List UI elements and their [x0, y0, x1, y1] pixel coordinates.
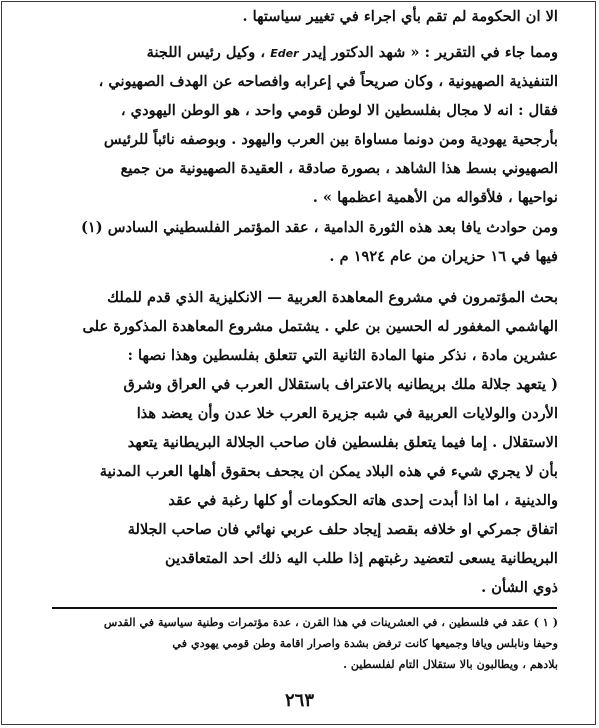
- text-line: ومن حوادث يافا بعد هذه الثورة الدامية ، عقد المؤتمر الفلسطيني السادس (١): [81, 219, 558, 236]
- text-line: ذوي الشأن .: [481, 579, 558, 596]
- text-line: فيها في ١٦ حزيران من عام ١٩٢٤ م .: [329, 248, 558, 265]
- footnote-line: بلادهم ، ويطالبون بالا ستقلال التام لفلسطين .: [343, 657, 558, 671]
- text-line: بأن لا يجري شيء في هذه البلاد يمكن ان يجحف بحقوق أهلها العرب المدنية: [99, 463, 558, 480]
- text-line: الهاشمي المغفور له الحسين بن علي . يشتمل مشروع المعاهدة المذكورة على: [82, 318, 558, 335]
- text-line: البريطانية يسعى لتعضيد رغبتهم إذا طلب اليه ذلك احد المتعاقدين: [164, 550, 558, 567]
- text-line: الا ان الحكومة لم تقم بأي اجراء في تغيير سياستها .: [242, 8, 558, 25]
- text-segment: ، وكيل رئيس اللجنة: [146, 44, 266, 61]
- text-line: عشرين مادة ، نذكر منها المادة الثانية التي تتعلق بفلسطين وهذا نصها :: [127, 347, 558, 364]
- page-number: ٢٦٣: [284, 690, 314, 711]
- paragraph-government-policy: [48, 2, 558, 31]
- text-line: الأردن والولايات العربية في شبه جزيرة العرب خلا عدن وأن يعضد هذا: [136, 405, 558, 422]
- text-segment: ومما جاء في التقرير : « شهد الدكتور إيدر: [303, 44, 558, 61]
- text-line: ( يتعهد جلالة ملك بريطانيه بالاعتراف باستقلال العرب في العراق وشرق: [123, 376, 558, 393]
- text-line: اتفاق جمركي او خلافه بقصد إيجاد حلف عربي نهائي فان صاحب الجلالة: [127, 521, 558, 538]
- text-line: فقال : انه لا مجال بفلسطين الا لوطن قومي واحد ، هو الوطن اليهودي ،: [120, 102, 558, 119]
- text-line: الصهيوني بسط هذا الشاهد ، بصورة صادقة ، العقيدة الصهيونية من جميع: [120, 160, 558, 177]
- text-line: بحث المؤتمرون في مشروع المعاهدة العربية — الانكليزية الذي قدم للملك: [107, 289, 558, 306]
- paragraph-jaffa-congress: [48, 213, 558, 271]
- footnote-line: ( ١ ) عقد في فلسطين ، في العشرينات في هذا القرن ، عدة مؤتمرات وطنية سياسية في القدس: [103, 615, 558, 629]
- text-line: التنفيذية الصهيونية ، وكان صريحاً في إعرابه وافصاحه عن الهدف الصهيوني ،: [98, 73, 558, 90]
- text-line: [48, 38, 558, 67]
- paragraph-treaty-discussion: [48, 283, 558, 602]
- footnote-line: وحيفا ونابلس ويافا وجميعها كانت ترفض بشدة واصرار اقامة وطن قومي يهودي في: [172, 636, 558, 650]
- footnote-divider: [52, 607, 557, 609]
- text-line: الاستقلال . إما فيما يتعلق بفلسطين فان صاحب الجلالة البريطانية يتعهد: [127, 434, 558, 451]
- footnote: [48, 612, 558, 675]
- text-line: والدينية ، اما اذا أبدت إحدى هاته الحكومات أو كلها رغبة في عقد: [168, 492, 558, 509]
- text-line: نواحيها ، فلأقواله من الأهمية اعظمها » .: [312, 189, 558, 206]
- text-line: بأرجحية يهودية ومن دونما مساواة بين العرب واليهود . وبوصفه نائباً للرئيس: [103, 131, 558, 148]
- paragraph-report-quote: [48, 38, 558, 212]
- latin-name: Eder: [270, 47, 299, 60]
